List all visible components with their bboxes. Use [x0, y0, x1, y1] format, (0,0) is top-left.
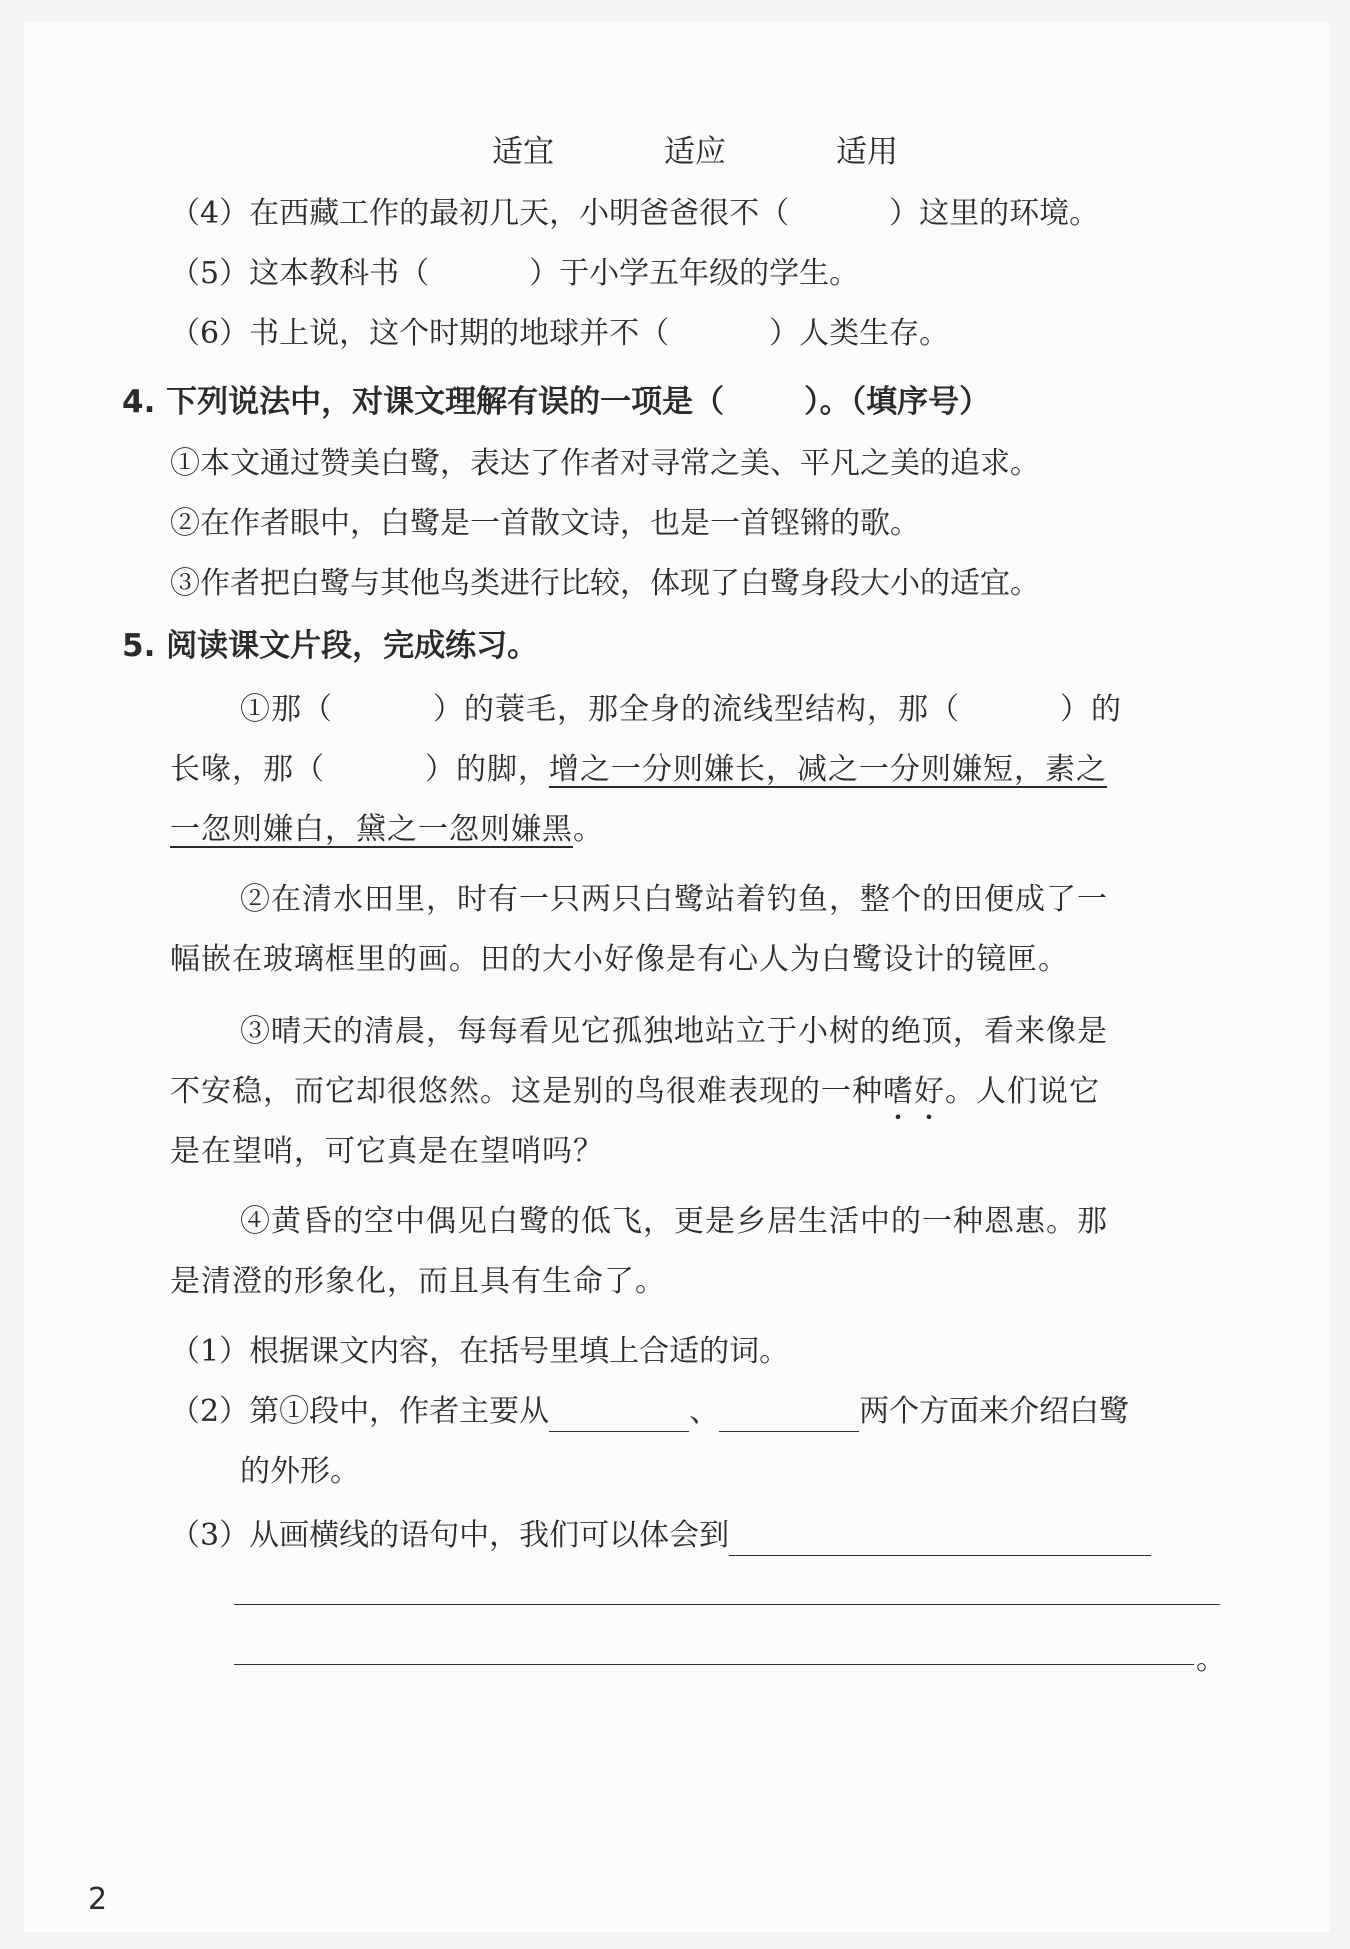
page-number: 2 — [88, 1882, 108, 1917]
q4-option: ①本文通过赞美白鹭，表达了作者对寻常之美、平凡之美的追求。 — [170, 446, 1040, 481]
word-option: 适宜 — [492, 134, 554, 170]
worksheet-page — [24, 22, 1330, 1932]
answer-line[interactable] — [729, 1525, 1151, 1556]
word-option: 适应 — [664, 134, 726, 170]
q3-item-4: （4）在西藏工作的最初几天，小明爸爸很不（ ）这里的环境。 — [170, 196, 1100, 231]
answer-line[interactable] — [234, 1664, 1194, 1665]
passage-p1-line3: 一忽则嫌白，黛之一忽则嫌黑。 — [170, 812, 604, 847]
emphasis-dot-char: 嗜 — [883, 1074, 914, 1109]
q4-option: ③作者把白鹭与其他鸟类进行比较，体现了白鹭身段大小的适宜。 — [170, 566, 1040, 601]
end-period: 。 — [1196, 1642, 1226, 1677]
passage-p1-line2: 长喙，那（ ）的脚，增之一分则嫌长，减之一分则嫌短，素之 — [170, 752, 1107, 787]
answer-line[interactable] — [719, 1401, 859, 1432]
passage-p2-line1: ②在清水田里，时有一只两只白鹭站着钓鱼，整个的田便成了一 — [240, 882, 1108, 917]
passage-p3-line1: ③晴天的清晨，每每看见它孤独地站立于小树的绝顶，看来像是 — [240, 1014, 1108, 1049]
q3-item-5: （5）这本教科书（ ）于小学五年级的学生。 — [170, 256, 860, 291]
question-5-stem: 5. 阅读课文片段，完成练习。 — [122, 628, 539, 664]
passage-p4-line1: ④黄昏的空中偶见白鹭的低飞，更是乡居生活中的一种恩惠。那 — [240, 1204, 1108, 1239]
passage-p3-line3: 是在望哨，可它真是在望哨吗？ — [170, 1134, 604, 1169]
word-option: 适用 — [836, 134, 898, 170]
q5-sub3: （3）从画横线的语句中，我们可以体会到 — [170, 1516, 1151, 1556]
q4-option: ②在作者眼中，白鹭是一首散文诗，也是一首铿锵的歌。 — [170, 506, 920, 541]
answer-line[interactable] — [234, 1604, 1220, 1605]
q5-sub2: （2）第①段中，作者主要从 、 两个方面来介绍白鹭 — [170, 1392, 1129, 1432]
passage-p2-line2: 幅嵌在玻璃框里的画。田的大小好像是有心人为白鹭设计的镜匣。 — [170, 942, 1069, 977]
underlined-sentence: 增之一分则嫌长，减之一分则嫌短，素之 — [549, 752, 1107, 787]
q5-sub2-cont: 的外形。 — [240, 1454, 360, 1489]
q5-sub1: （1）根据课文内容，在括号里填上合适的词。 — [170, 1334, 790, 1369]
question-4-stem: 4. 下列说法中，对课文理解有误的一项是（ ）。（填序号） — [122, 384, 991, 420]
passage-p4-line2: 是清澄的形象化，而且具有生命了。 — [170, 1264, 666, 1299]
answer-line[interactable] — [549, 1401, 689, 1432]
q3-item-6: （6）书上说，这个时期的地球并不（ ）人类生存。 — [170, 316, 950, 351]
underlined-sentence: 一忽则嫌白，黛之一忽则嫌黑 — [170, 812, 573, 847]
passage-p1-line1: ①那（ ）的蓑毛，那全身的流线型结构，那（ ）的 — [240, 692, 1122, 727]
emphasis-dot-char: 好 — [914, 1074, 945, 1109]
passage-p3-line2: 不安稳，而它却很悠然。这是别的鸟很难表现的一种嗜好。人们说它 — [170, 1072, 1100, 1112]
